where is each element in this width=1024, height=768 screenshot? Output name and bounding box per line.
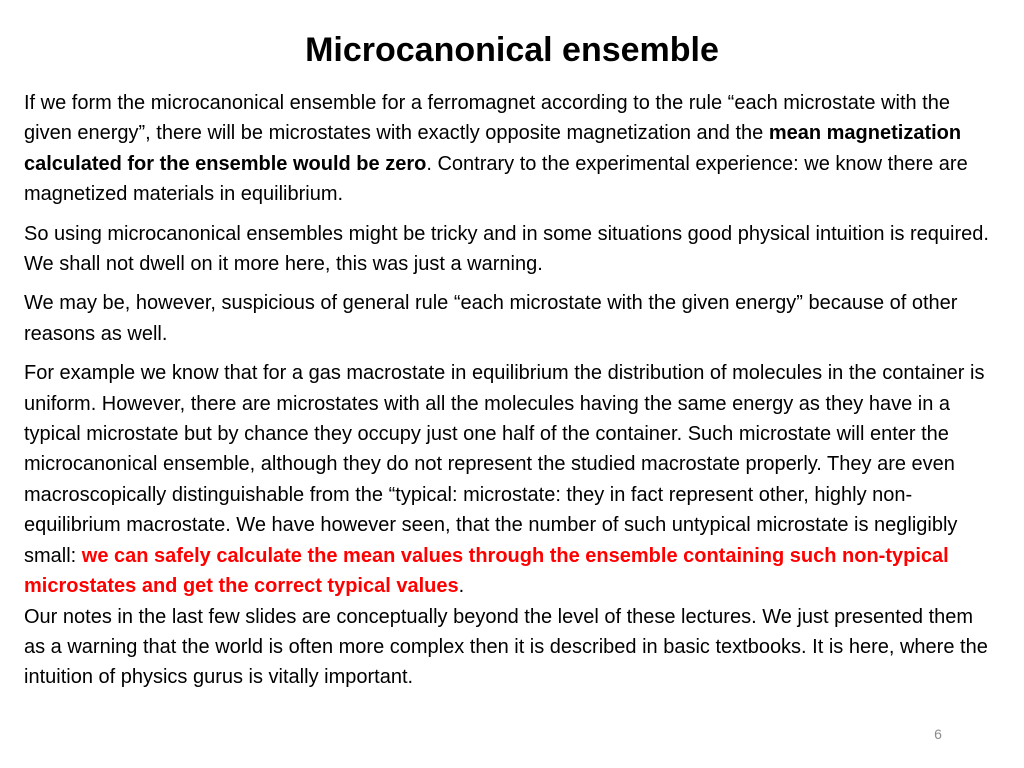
paragraph-ferromagnet — [24, 88, 989, 210]
paragraph-gas-example-text-start: For example we know that for a gas macrostate in equilibrium the distribution of molecules in the container is uniform. However, there are microstates with all the molecules having the same energy as they have in a typical microstate but by chance they occupy just one half of the container. Such microstate will enter the microcanonical ensemble, although they do not represent the studied macrostate properly. They are even macroscopically distinguishable from the “typical: microstate: they in fact represent other, highly non-equilibrium macrostate. We have however seen, that the number of such untypical microstate is negligibly small: — [24, 362, 985, 567]
paragraph-ferromagnet-text-start: If we form the microcanonical ensemble for a ferromagnet according to the rule “each microstate with the given energy”, there will be microstates with exactly opposite magnetization and the — [24, 92, 950, 145]
paragraph-gas-example-highlight: we can safely calculate the mean values through the ensemble containing such non-typical microstates and get the correct typical values — [24, 544, 949, 598]
slide-body — [24, 88, 989, 693]
paragraph-conclusion: Our notes in the last few slides are conceptually beyond the level of these lectures. We just presented them as a warning that the world is often more complex then it is described in basic textbooks. It is here, where the intuition of physics gurus is vitally important. — [24, 605, 988, 689]
paragraph-suspicion: We may be, however, suspicious of general rule “each microstate with the given energy” because of other reasons as well. — [24, 292, 958, 345]
paragraph-gas-example — [24, 358, 989, 601]
slide-title: Microcanonical ensemble — [305, 31, 719, 69]
paragraph-gas-example-text-end: . — [458, 575, 465, 598]
paragraph-warning: So using microcanonical ensembles might be tricky and in some situations good physical intuition is required. We shall not dwell on it more here, this was just a warning. — [24, 222, 989, 276]
paragraph-ferromagnet-bold-statement: mean magnetization calculated for the ensemble would be zero — [24, 122, 962, 175]
page-number: 6 — [934, 726, 942, 742]
paragraph-ferromagnet-text-end: . Contrary to the experimental experience: we know there are magnetized materials in equilibrium. — [24, 152, 968, 206]
